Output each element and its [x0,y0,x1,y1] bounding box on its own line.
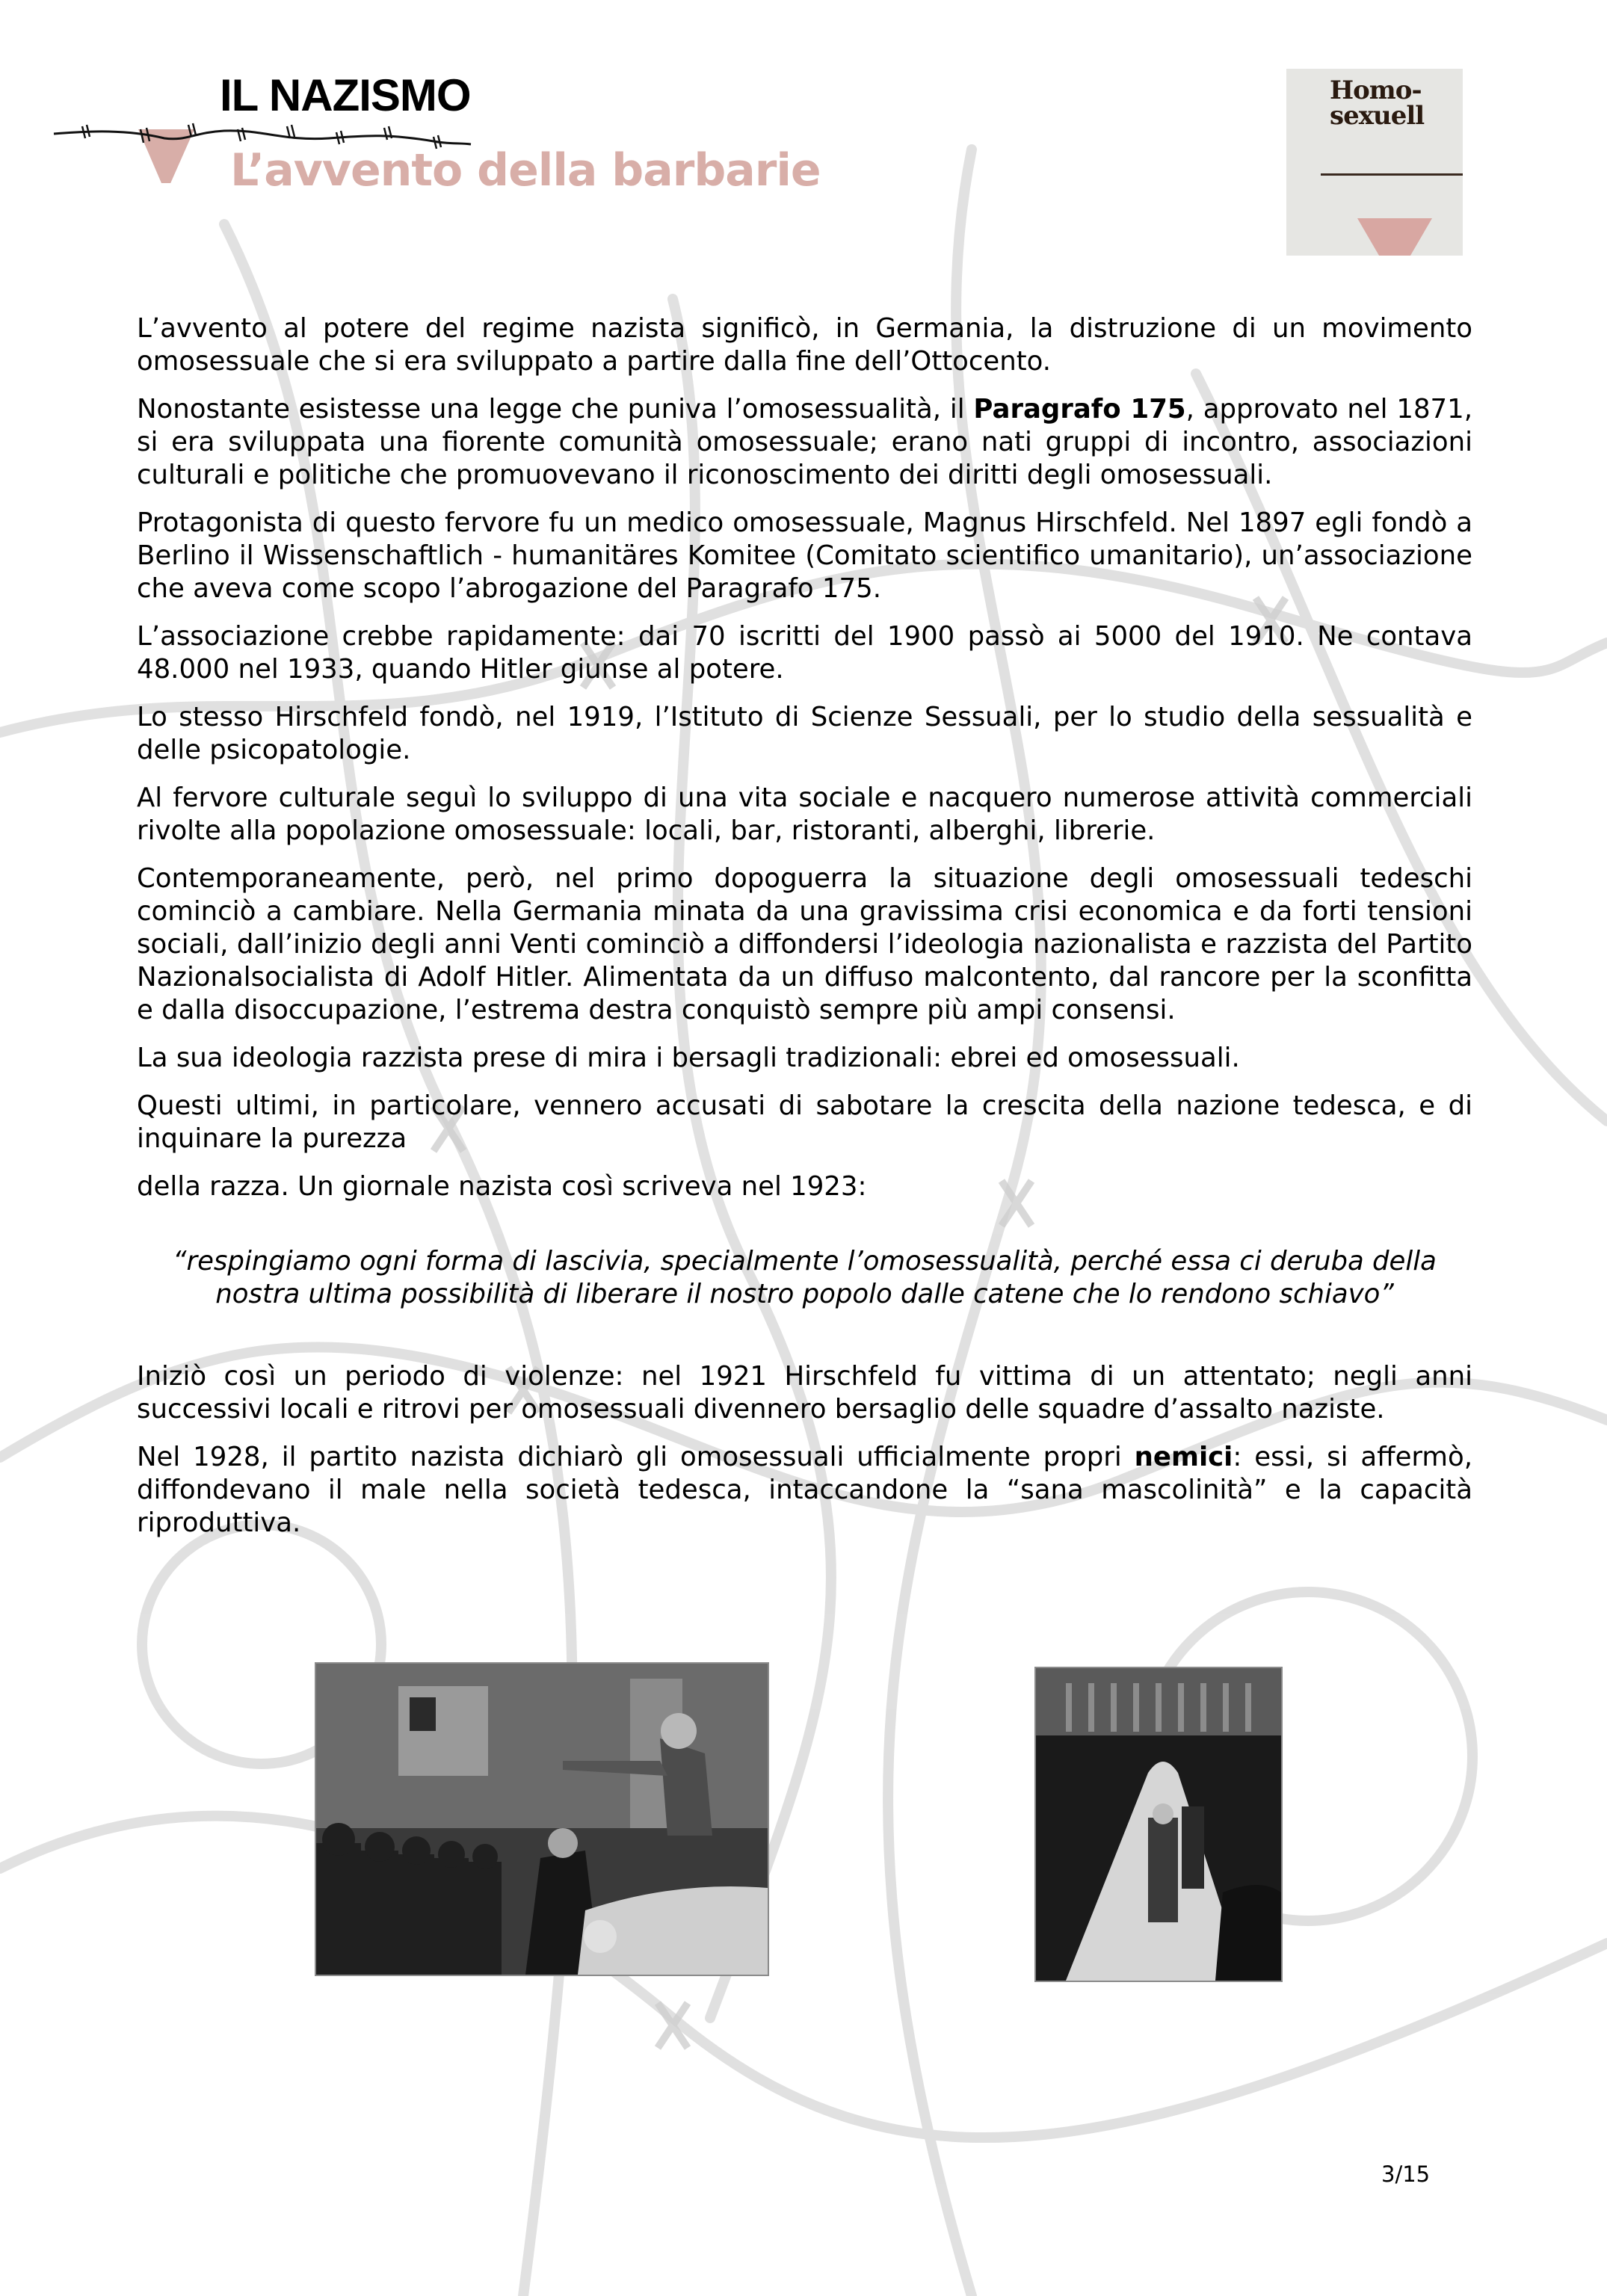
paragraph-text: Nonostante esistesse una legge che puniva l’omosessualità, il [137,394,974,425]
paragraph: L’associazione crebbe rapidamente: dai 70 iscritti del 1900 passò ai 5000 del 1910. Ne contava 48.000 nel 1933, quando Hitler giunse al potere. [137,621,1472,685]
paragraph [137,1441,1472,1540]
historical-photo-salute [315,1662,769,1976]
paragraph: della razza. Un giornale nazista così scriveva nel 1923: [137,1171,867,1202]
stamp-rule [1321,173,1463,176]
stamp-text [1330,75,1425,131]
bold-term: nemici [1134,1442,1233,1472]
paragraph: Questi ultimi, in particolare, vennero accusati di sabotare la crescita della nazione tedesca, e di inquinare la purezza [137,1090,1472,1154]
photo-parade-illustration [1036,1668,1281,1981]
bold-term: Paragrafo 175 [973,394,1186,425]
paragraph [137,393,1472,492]
paragraph-text: : essi, si affermò, diffondevano il male nella società tedesca, intaccandone la “sana mascolinità” e la capacità riproduttiva. [137,1442,1472,1538]
paragraph: La sua ideologia razzista prese di mira i bersagli tradizionali: ebrei ed omosessuali. [137,1043,1240,1073]
article-body [137,312,1472,1555]
pink-triangle-icon [1357,218,1432,256]
page-number: 3/15 [1381,2161,1431,2187]
paragraph: Lo stesso Hirschfeld fondò, nel 1919, l’Istituto di Scienze Sessuali, per lo studio della sessualità e delle psicopatologie. [137,702,1472,765]
photo-salute-illustration [316,1664,768,1975]
section-title: IL NAZISMO [220,70,471,120]
stamp-line-2: sexuell [1330,101,1425,131]
paragraph: Al fervore culturale seguì lo sviluppo di una vita sociale e nacquero numerose attività commerciali rivolte alla popolazione omosessuale: locali, bar, ristoranti, alberghi, librerie. [137,783,1472,846]
paragraph: Contemporaneamente, però, nel primo dopoguerra la situazione degli omosessuali tedeschi cominciò a cambiare. Nella Germania minata da una gravissima crisi economica e da forti tensioni sociali, dall’inizio degli anni Venti cominciò a diffondersi l’ideologia nazionalista e razzista del Partito Nazionalsocialista di Adolf Hitler. Alimentata da un diffuso malcontento, dal rancore per la sconfitta e dalla disoccupazione, l’estrema destra conquistò sempre più ampi consensi. [137,863,1472,1025]
paragraph-text: Nel 1928, il partito nazista dichiarò gli omosessuali ufficialmente propri [137,1442,1135,1472]
paragraph: L’avvento al potere del regime nazista significò, in Germania, la distruzione di un movimento omosessuale che si era sviluppato a partire dalla fine dell’Ottocento. [137,313,1472,377]
paragraph-text: , approvato nel 1871, si era sviluppata una fiorente comunità omosessuale; erano nati gruppi di incontro, associazioni culturali e politiche che promuovevano il riconoscimento dei diritti degli omosessuali. [137,394,1472,490]
newspaper-quote: “respingiamo ogni forma di lascivia, specialmente l’omosessualità, perché essa ci deruba della nostra ultima possibilità di liberare il nostro popolo dalle catene che lo rendono schiavo” [173,1246,1437,1309]
historical-photo-parade [1034,1667,1283,1982]
section-subtitle: L’avvento della barbarie [230,144,821,197]
homosexuell-stamp-image [1286,69,1463,256]
paragraph: Iniziò così un periodo di violenze: nel 1921 Hirschfeld fu vittima di un attentato; negli anni successivi locali e ritrovi per omosessuali divennero bersaglio delle squadre d’assalto naziste. [137,1361,1472,1425]
stamp-line-1: Homo- [1330,75,1422,105]
paragraph: Protagonista di questo fervore fu un medico omosessuale, Magnus Hirschfeld. Nel 1897 egli fondò a Berlino il Wissenschaftlich - humanitäres Komitee (Comitato scientifico umanitario), un’associazione che aveva come scopo l’abrogazione del Paragrafo 175. [137,507,1472,604]
